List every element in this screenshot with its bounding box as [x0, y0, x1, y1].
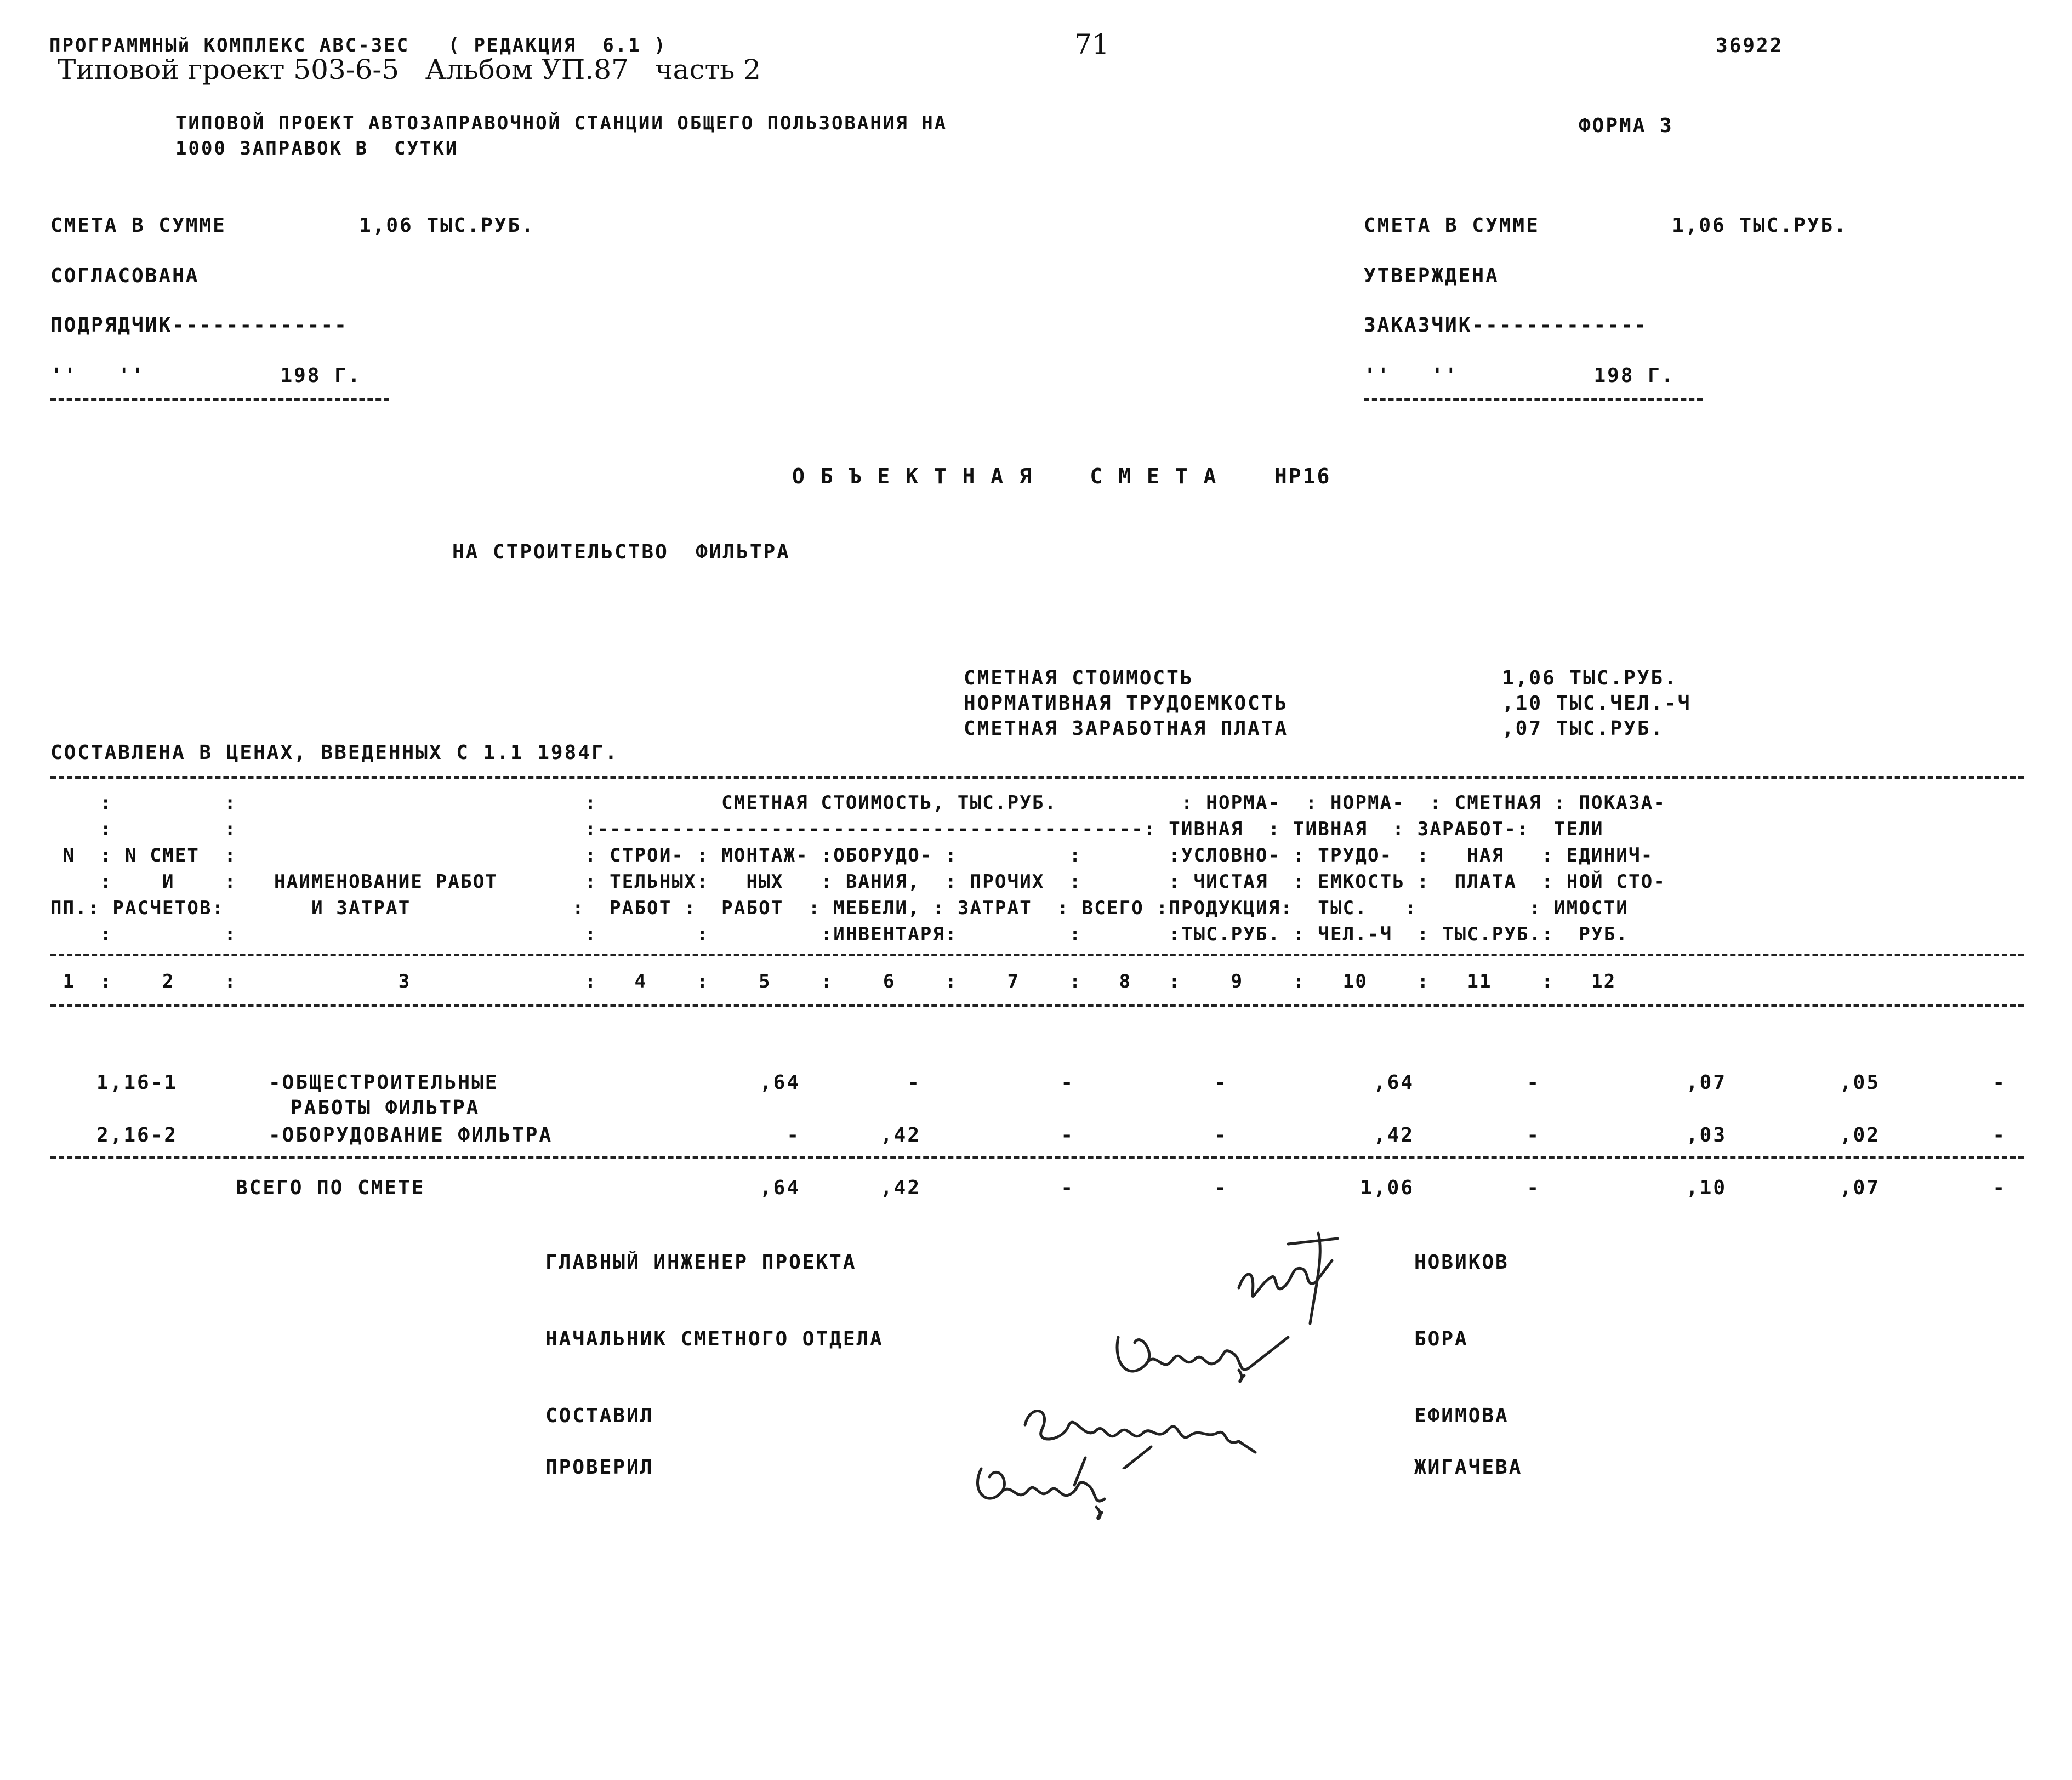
doc-number: 36922	[1716, 35, 1784, 57]
approval-date: '' '' 198 Г.	[1364, 364, 1675, 387]
signatory-role: СОСТАВИЛ	[545, 1405, 654, 1427]
cell-normative-products: -	[1527, 1177, 1540, 1199]
customer-line: ЗАКАЗЧИК-------------	[1364, 314, 1648, 336]
signatory-name: БОРА	[1414, 1328, 1468, 1350]
approval-status: СОГЛАСОВАНА	[50, 265, 200, 287]
row-code: 1,16-1	[96, 1071, 178, 1094]
cell-other: -	[1214, 1124, 1228, 1146]
signatory-role: ПРОВЕРИЛ	[545, 1456, 654, 1479]
approval-status: УТВЕРЖДЕНА	[1364, 265, 1499, 287]
cell-installation: ,42	[880, 1124, 921, 1146]
header-line: : И : НАИМЕНОВАНИЕ РАБОТ : ТЕЛЬНЫХ: НЫХ : ВАНИЯ, : ПРОЧИХ : : ЧИСТАЯ : ЕМКОСТЬ : ПЛАТА : НОЙ СТО-	[50, 871, 1666, 893]
summary-value: ,07 ТЫС.РУБ.	[1502, 717, 1665, 740]
header-line: : : : СМЕТНАЯ СТОИМОСТЬ, ТЫС.РУБ. : НОРМА- : НОРМА- : СМЕТНАЯ : ПОКАЗА-	[50, 792, 1666, 814]
cell-unit-cost: -	[1993, 1071, 2006, 1094]
cell-equipment: -	[1061, 1177, 1074, 1199]
table-rule	[50, 1156, 2024, 1159]
column-numbers: 1 : 2 : 3 : 4 : 5 : 6 : 7 : 8 : 9 : 10 : 11 : 12	[50, 971, 1616, 992]
cell-unit-cost: -	[1993, 1124, 2006, 1146]
table-rule	[50, 776, 2024, 779]
cell-other: -	[1214, 1177, 1228, 1199]
header-line: ПП.: РАСЧЕТОВ: И ЗАТРАТ : РАБОТ : РАБОТ : МЕБЕЛИ, : ЗАТРАТ : ВСЕГО :ПРОДУКЦИЯ: ТЫС. : : ИМОСТИ	[50, 897, 1629, 919]
cell-total: ,64	[1373, 1071, 1414, 1094]
cell-labor: ,10	[1686, 1177, 1727, 1199]
approval-date: '' '' 198 Г.	[50, 364, 362, 387]
summary-value: ,10 ТЫС.ЧЕЛ.-Ч	[1502, 692, 1692, 715]
row-name: -ОБЩЕСТРОИТЕЛЬНЫЕ	[269, 1071, 499, 1094]
cell-wages: ,05	[1839, 1071, 1880, 1094]
cell-unit-cost: -	[1993, 1177, 2006, 1199]
signature-checker	[965, 1447, 1151, 1529]
prices-note: СОСТАВЛЕНА В ЦЕНАХ, ВВЕДЕННЫХ С 1.1 1984Г.	[50, 741, 619, 764]
cell-wages: ,02	[1839, 1124, 1880, 1146]
row-code: 2,16-2	[96, 1124, 178, 1146]
table-rule	[50, 954, 2024, 956]
page-number: 71	[1074, 28, 1109, 60]
sum-label: СМЕТА В СУММЕ	[50, 214, 226, 237]
divider	[50, 398, 389, 401]
cell-installation: ,42	[880, 1177, 921, 1199]
cell-other: -	[1214, 1071, 1228, 1094]
sum-value: 1,06 ТЫС.РУБ.	[1672, 214, 1848, 237]
divider	[1364, 398, 1703, 401]
signatory-name: ЖИГАЧЕВА	[1414, 1456, 1523, 1479]
header-line: N : N СМЕТ : : СТРОИ- : МОНТАЖ- :ОБОРУДО- : : :УСЛОВНО- : ТРУДО- : НАЯ : ЕДИНИЧ-	[50, 845, 1654, 866]
project-line: Типовой гроект 503-6-5 Альбом УП.87 часть 2	[58, 54, 761, 85]
summary-label: СМЕТНАЯ СТОИМОСТЬ	[964, 667, 1194, 689]
contractor-line: ПОДРЯДЧИК-------------	[50, 314, 348, 336]
cell-construction: ,64	[759, 1071, 800, 1094]
sum-label: СМЕТА В СУММЕ	[1364, 214, 1540, 237]
title-line-1: ТИПОВОЙ ПРОЕКТ АВТОЗАПРАВОЧНОЙ СТАНЦИИ ОБЩЕГО ПОЛЬЗОВАНИЯ НА	[175, 112, 948, 134]
sum-value: 1,06 ТЫС.РУБ.	[359, 214, 535, 237]
signatory-role: НАЧАЛЬНИК СМЕТНОГО ОТДЕЛА	[545, 1328, 884, 1350]
title-line-2: 1000 ЗАПРАВОК В СУТКИ	[175, 138, 459, 159]
cell-normative-products: -	[1527, 1071, 1540, 1094]
signatory-name: НОВИКОВ	[1414, 1251, 1509, 1274]
summary-value: 1,06 ТЫС.РУБ.	[1502, 667, 1678, 689]
cell-normative-products: -	[1527, 1124, 1540, 1146]
cell-installation: -	[907, 1071, 921, 1094]
signatory-name: ЕФИМОВА	[1414, 1405, 1509, 1427]
total-label: ВСЕГО ПО СМЕТЕ	[236, 1177, 425, 1199]
row-name-cont: РАБОТЫ ФИЛЬТРА	[291, 1097, 480, 1119]
cell-total: ,42	[1373, 1124, 1414, 1146]
header-line: : : :--------------------------------------------: ТИВНАЯ : ТИВНАЯ : ЗАРАБОТ-: ТЕЛИ	[50, 818, 1604, 840]
cell-wages: ,07	[1839, 1177, 1880, 1199]
doc-title: О Б Ъ Е К Т Н А Я С М Е Т А НР16	[792, 464, 1331, 488]
form-label: ФОРМА 3	[1579, 115, 1673, 137]
cell-equipment: -	[1061, 1071, 1074, 1094]
cell-total: 1,06	[1360, 1177, 1414, 1199]
row-name: -ОБОРУДОВАНИЕ ФИЛЬТРА	[269, 1124, 553, 1146]
signatory-role: ГЛАВНЫЙ ИНЖЕНЕР ПРОЕКТА	[545, 1251, 857, 1274]
cell-labor: ,03	[1686, 1124, 1727, 1146]
cell-construction: ,64	[759, 1177, 800, 1199]
signature-head-estimates	[1107, 1315, 1305, 1392]
summary-label: НОРМАТИВНАЯ ТРУДОЕМКОСТЬ	[964, 692, 1289, 715]
header-line: : : : : :ИНВЕНТАРЯ: : :ТЫС.РУБ. : ЧЕЛ.-Ч : ТЫС.РУБ.: РУБ.	[50, 923, 1629, 945]
cell-labor: ,07	[1686, 1071, 1727, 1094]
cell-equipment: -	[1061, 1124, 1074, 1146]
cell-construction: -	[787, 1124, 800, 1146]
table-rule	[50, 1004, 2024, 1007]
doc-subtitle: НА СТРОИТЕЛЬСТВО ФИЛЬТРА	[452, 541, 790, 563]
summary-label: СМЕТНАЯ ЗАРАБОТНАЯ ПЛАТА	[964, 717, 1289, 740]
signature-chief-engineer	[1222, 1222, 1365, 1326]
program-line: ПРОГРАММНЫй КОМПЛЕКС АВС-ЗЕС ( РЕДАКЦИЯ 6.1 )	[49, 35, 667, 56]
